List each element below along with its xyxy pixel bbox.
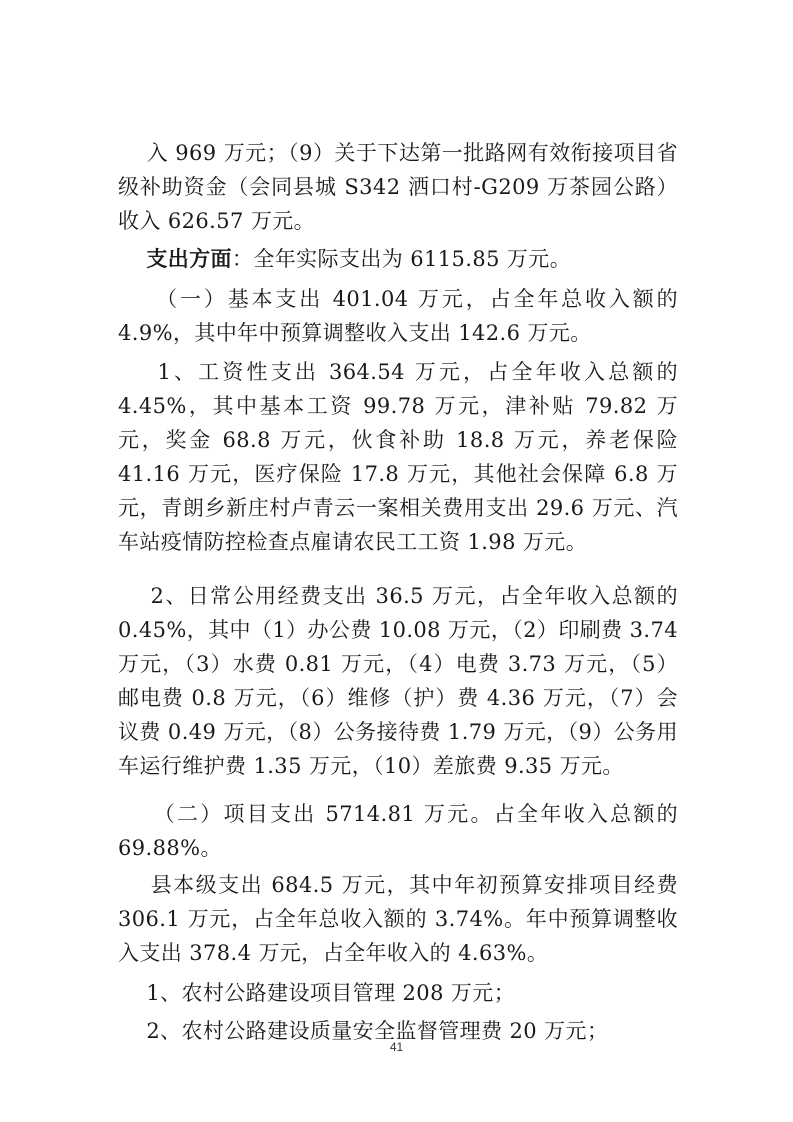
paragraph-text: 入 969 万元；（9）关于下达第一批路网有效衔接项目省级补助资金（会同县城 S342 洒口村-G209 万茶园公路）收入 626.57 万元。: [118, 141, 678, 233]
paragraph-text: 1、工资性支出 364.54 万元，占全年收入总额的 4.45%，其中基本工资 99.78 万元，津补贴 79.82 万元，奖金 68.8 万元，伙食补助 18.8 万元，养老保险 41.16 万元，医疗保险 17.8 万元，其他社会保障 6.8 万元，青朗乡新庄村卢青云一案相关费用支出 29.6 万元、汽车站疫情防控检查点雇请农民工工资 1.98 万元。: [118, 360, 686, 554]
paragraph-text: （一）基本支出 401.04 万元，占全年总收入额的 4.9%，其中年中预算调整收入支出 142.6 万元。: [118, 287, 686, 345]
page-number: 41: [389, 1040, 404, 1054]
paragraph-item-2: [118, 980, 678, 1082]
paragraph-text: 县本级支出 684.5 万元，其中年初预算安排项目经费 306.1 万元，占全年总收入额的 3.74%。年中预算调整收入支出 378.4 万元，占全年收入的 4.63%。: [118, 873, 686, 965]
paragraph-text: 2、日常公用经费支出 36.5 万元，占全年收入总额的 0.45%，其中（1）办公费 10.08 万元，（2）印刷费 3.74 万元，（3）水费 0.81 万元，（4）电费 3.73 万元，（5）邮电费 0.8 万元，（6）维修（护）费 4.36 万元，（7）会议费 0.49 万元，（8）公务接待费 1.79 万元，（9）公务用车运行维护费 1.35 万元，（10）差旅费 9.35 万元。: [118, 584, 686, 778]
paragraph-text: ：全年实际支出为 6115.85 万元。: [231, 247, 572, 271]
section-heading: 支出方面: [146, 246, 232, 271]
paragraph-text: 1、农村公路建设项目管理 208 万元；: [146, 981, 516, 1005]
paragraph-text: （二）项目支出 5714.81 万元。占全年收入总额的 69.88%。: [118, 802, 686, 860]
paragraph-text: 2、农村公路建设质量安全监督管理费 20 万元；: [146, 1019, 609, 1043]
